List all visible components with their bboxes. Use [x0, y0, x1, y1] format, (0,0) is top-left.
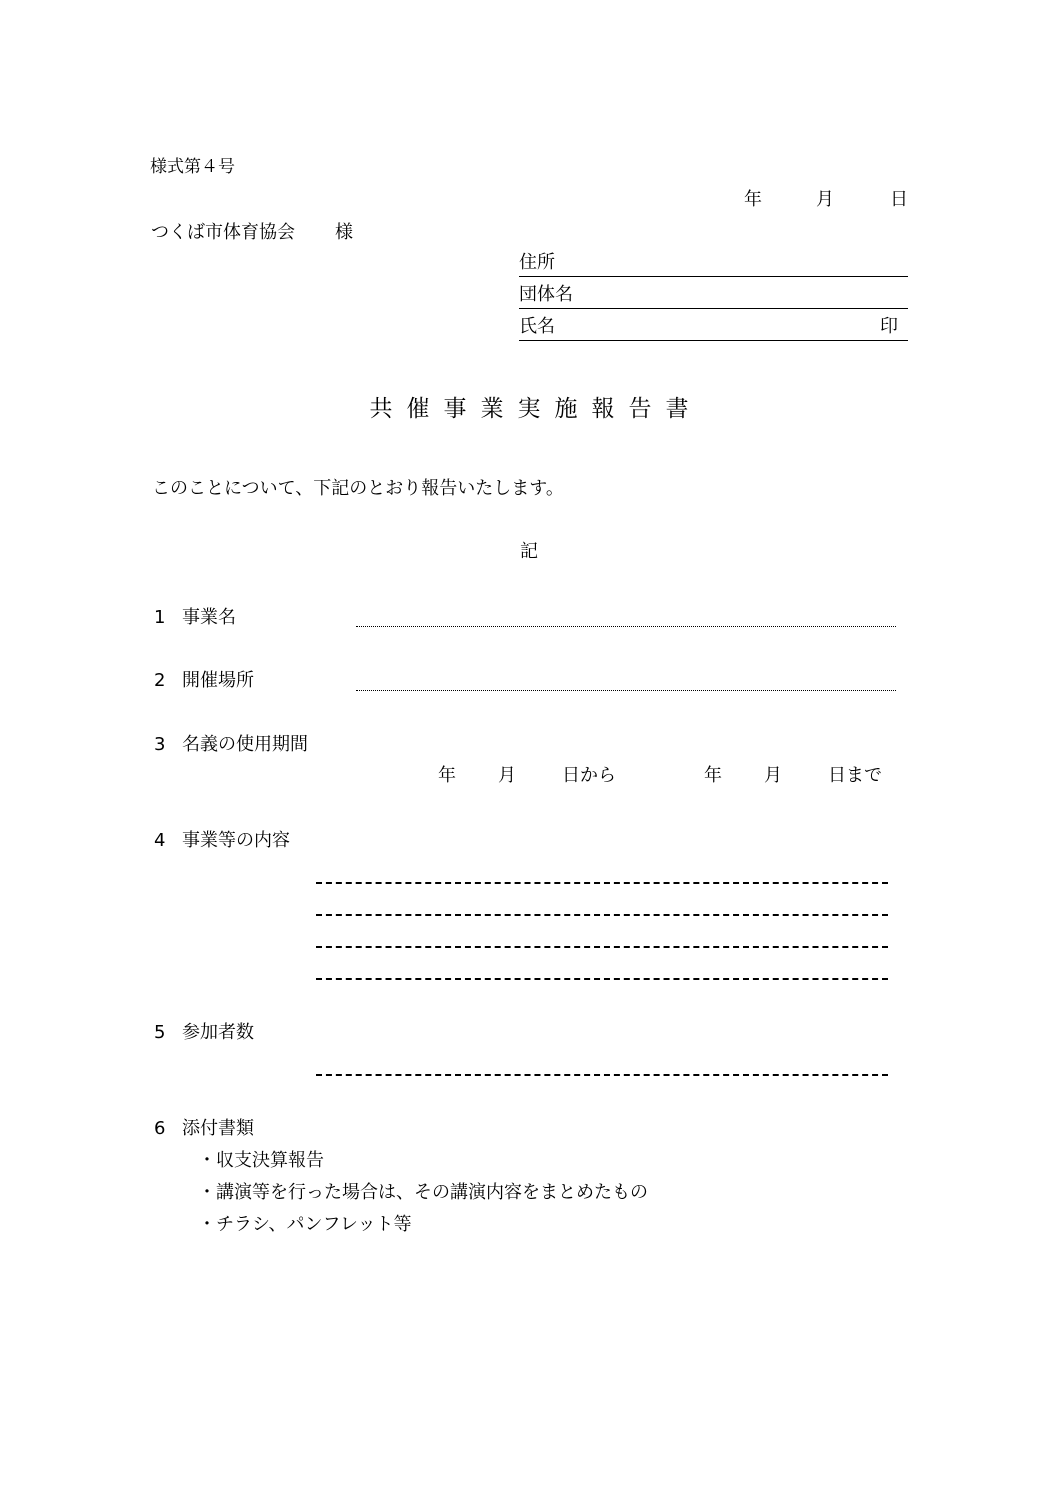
content-line-4[interactable] [316, 978, 888, 980]
item-label: 添付書類 [182, 1118, 254, 1139]
item-label: 参加者数 [182, 1022, 254, 1043]
period-to-day: 日まで [828, 765, 882, 786]
item-number: 1 [154, 607, 166, 628]
venue-line[interactable] [356, 690, 896, 691]
period-to-year: 年 [704, 765, 722, 786]
content-line-3[interactable] [316, 946, 888, 948]
date-month-label: 月 [816, 189, 834, 210]
item-attachments [154, 1120, 254, 1138]
item-number: 6 [154, 1118, 166, 1139]
date-line [744, 191, 908, 211]
sender-address-field[interactable] [519, 252, 908, 277]
content-line-2[interactable] [316, 914, 888, 916]
recipient [151, 224, 353, 242]
intro-text: このことについて、下記のとおり報告いたします。 [152, 478, 564, 499]
period-from-month: 月 [498, 765, 516, 786]
sender-org-label: 団体名 [519, 284, 573, 305]
sender-org-field[interactable] [519, 284, 908, 309]
recipient-name: つくば市体育協会 [151, 222, 295, 243]
sender-name-label: 氏名 [519, 316, 555, 337]
item-business-name [154, 609, 236, 627]
ki-heading: 記 [520, 541, 538, 562]
item-number: 3 [154, 734, 166, 755]
date-year-label: 年 [744, 189, 762, 210]
participants-line[interactable] [316, 1074, 888, 1076]
date-day-label: 日 [890, 189, 908, 210]
business-name-line[interactable] [356, 626, 896, 627]
recipient-honorific: 様 [335, 222, 353, 243]
seal-mark: 印 [880, 316, 898, 337]
item-label: 事業等の内容 [182, 830, 290, 851]
document-title: 共催事業実施報告書 [369, 396, 703, 422]
item-number: 2 [154, 670, 166, 691]
attachment-item: ・収支決算報告 [198, 1150, 324, 1171]
attachment-item: ・チラシ、パンフレット等 [198, 1214, 412, 1235]
item-label: 名義の使用期間 [182, 734, 308, 755]
period-to-month: 月 [764, 765, 782, 786]
content-line-1[interactable] [316, 882, 888, 884]
sender-name-field[interactable] [519, 316, 908, 341]
item-label: 開催場所 [182, 670, 254, 691]
item-participants [154, 1024, 254, 1042]
period-from-day: 日から [562, 765, 616, 786]
form-number: 様式第４号 [150, 157, 235, 177]
item-number: 5 [154, 1022, 166, 1043]
item-number: 4 [154, 830, 166, 851]
attachment-item: ・講演等を行った場合は、その講演内容をまとめたもの [198, 1182, 648, 1203]
item-label: 事業名 [182, 607, 236, 628]
usage-period-line[interactable] [438, 767, 898, 787]
item-business-content [154, 832, 290, 850]
item-venue [154, 672, 254, 690]
sender-address-label: 住所 [519, 252, 555, 273]
period-from-year: 年 [438, 765, 456, 786]
item-name-usage-period [154, 736, 308, 754]
